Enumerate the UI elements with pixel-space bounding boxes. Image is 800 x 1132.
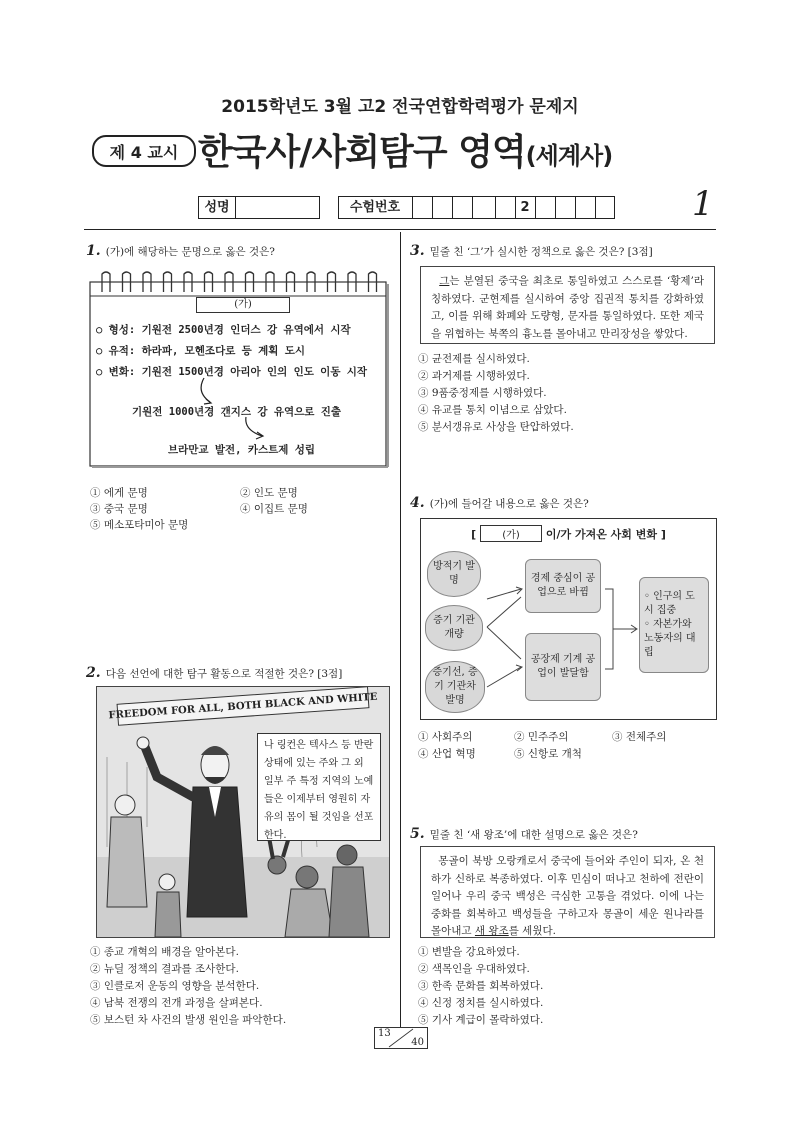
period-label: 제 4 교시: [109, 142, 179, 162]
q4-stem: [410, 492, 589, 511]
q4-right-item-2: ◦ 자본가와 노동자의 대립: [644, 619, 696, 658]
q1-option-3[interactable]: ③ 중국 문명: [90, 503, 148, 515]
q2-option-4[interactable]: ④ 남북 전쟁의 전개 과정을 살펴본다.: [90, 997, 263, 1009]
q3-option-1[interactable]: ① 균전제를 실시하였다.: [418, 353, 530, 365]
q4-option-4[interactable]: ④ 산업 혁명: [418, 748, 476, 760]
period-badge: [92, 135, 196, 167]
q2-banner-text: FREEDOM FOR ALL, BOTH BLACK AND WHITE: [108, 691, 378, 721]
name-field[interactable]: [236, 197, 319, 218]
q2-option-1[interactable]: ① 종교 개혁의 배경을 알아본다.: [90, 946, 239, 958]
q4-mid-item-2: 공장제 기계 공업이 발달함: [525, 633, 601, 701]
q2-speech-box: [257, 733, 381, 841]
q1-note-title: (가): [196, 297, 290, 313]
q4-diagram: [420, 518, 717, 720]
q1-note-line-3: ○ 변화: 기원전 1500년경 아리아 인의 인도 이동 시작: [96, 366, 368, 378]
q4-diagram-title: [ (가) 이/가 가져온 사회 변화 ]: [421, 525, 716, 542]
q5-option-1[interactable]: ① 변발을 강요하였다.: [418, 946, 520, 958]
q2-stem: [86, 662, 342, 681]
page-counter: [374, 1027, 428, 1049]
q5-text: 밑줄 친 ‘새 왕조’에 대한 설명으로 옳은 것은?: [429, 829, 638, 841]
q2-number: 2.: [86, 665, 101, 681]
exam-number-box: [338, 196, 615, 219]
q4-text: (가)에 들어갈 내용으로 옳은 것은?: [429, 498, 589, 510]
q5-passage-post: 를 세웠다.: [508, 925, 556, 937]
q1-notepad: [86, 270, 392, 470]
q5-passage: [420, 846, 715, 938]
q3-passage-underlined: 그: [439, 275, 450, 287]
q1-note-line-1: ○ 형성: 기원전 2500년경 인더스 강 유역에서 시작: [96, 324, 351, 336]
q4-option-3[interactable]: ③ 전체주의: [612, 731, 667, 743]
q5-option-3[interactable]: ③ 한족 문화를 회복하였다.: [418, 980, 544, 992]
subject-sub: (세계사): [525, 142, 613, 170]
q3-option-2[interactable]: ② 과거제를 시행하였다.: [418, 370, 530, 382]
q1-number: 1.: [86, 243, 101, 259]
q1-text: (가)에 해당하는 문명으로 옳은 것은?: [105, 246, 275, 258]
q5-number: 5.: [410, 826, 425, 842]
q5-passage-pre: 몽골이 북방 오랑캐로서 중국에 들어와 주인이 되자, 온 천하가 신하로 복종하였다. 이후 민심이 떠나고 천하에 전란이 일어나 우리 중국 백성은 극심한 고통을 겪었다. 이에 나는 중화를 회복하고 백성들을 구하고자 몽골이 세운 원나라를 몰아내고: [431, 855, 704, 937]
q1-note-line-2: ○ 유적: 하라파, 모헨조다로 등 계획 도시: [96, 345, 306, 357]
q1-stem: [86, 240, 275, 259]
q4-number: 4.: [410, 495, 425, 511]
q2-option-5[interactable]: ⑤ 보스턴 차 사건의 발생 원인을 파악한다.: [90, 1014, 287, 1026]
q1-note-line-4: 기원전 1000년경 갠지스 강 유역으로 진출: [132, 406, 342, 418]
exam-number-digit: 2: [520, 200, 530, 215]
q1-option-1[interactable]: ① 에게 문명: [90, 487, 148, 499]
q3-passage: [420, 266, 715, 344]
q1-option-5[interactable]: ⑤ 메소포타미아 문명: [90, 519, 189, 531]
q3-option-3[interactable]: ③ 9품중정제를 시행하였다.: [418, 387, 547, 399]
q3-text: 밑줄 친 ‘그’가 실시한 정책으로 옳은 것은? [3점]: [429, 246, 653, 258]
q4-diagram-title-rest: 이/가 가져온 사회 변화: [545, 528, 657, 541]
q4-diagram-blank: (가): [480, 525, 542, 542]
q4-option-2[interactable]: ② 민주주의: [514, 731, 569, 743]
q2-text: 다음 선언에 대한 탐구 활동으로 적절한 것은? [3점]: [105, 668, 343, 680]
q3-passage-rest: 는 분열된 중국을 최초로 통일하였고 스스로를 ‘황제’라 칭하였다. 군현제를 실시하여 중앙 집권적 통치를 강화하였고, 이를 위해 화폐와 도량형, 문자를 통일하였다. 또한 제국을 위협하는 북쪽의 흉노를 몰아내고 만리장성을 쌓았다.: [431, 275, 704, 340]
q2-speech-text: 나 링컨은 텍사스 등 반란 상태에 있는 주와 그 외 일부 주 특정 지역의 노예들은 이제부터 영원히 자유의 몸이 될 것임을 선포한다.: [264, 740, 374, 841]
q4-mid-item-1: 경제 중심이 공업으로 바뀜: [525, 559, 601, 613]
name-label: 성명: [199, 197, 236, 218]
q5-stem: [410, 823, 638, 842]
header-rule: [84, 229, 716, 230]
page-total: 40: [411, 1037, 424, 1048]
q3-number: 3.: [410, 243, 425, 259]
page-current: 13: [378, 1028, 391, 1039]
subject-title: [198, 124, 612, 175]
exam-number-label: 수험번호: [349, 200, 401, 215]
q4-left-item-3: 증기선, 증기 기관차 발명: [425, 661, 485, 713]
q3-stem: [410, 240, 653, 259]
q5-passage-underlined: 새 왕조: [474, 925, 509, 937]
q5-option-2[interactable]: ② 색목인을 우대하였다.: [418, 963, 530, 975]
q2-option-3[interactable]: ③ 인클로저 운동의 영향을 분석한다.: [90, 980, 260, 992]
page-number: 1: [692, 184, 714, 224]
q4-right-item-1: ◦ 인구의 도시 집중: [644, 591, 695, 616]
q4-left-item-1: 방적기 발명: [427, 551, 481, 597]
name-box: [198, 196, 320, 219]
q5-option-5[interactable]: ⑤ 기사 계급이 몰락하였다.: [418, 1014, 544, 1026]
q2-option-2[interactable]: ② 뉴딜 정책의 결과를 조사한다.: [90, 963, 239, 975]
q4-option-5[interactable]: ⑤ 신항로 개척: [514, 748, 582, 760]
q4-right-box: [639, 577, 709, 673]
q4-left-item-2: 증기 기관 개량: [425, 605, 483, 651]
q2-illustration: [96, 686, 390, 938]
q3-option-4[interactable]: ④ 유교를 통치 이념으로 삼았다.: [418, 404, 567, 416]
q1-note-line-5: 브라만교 발전, 카스트제 성립: [168, 444, 316, 456]
column-divider: [400, 232, 401, 1028]
q3-option-5[interactable]: ⑤ 분서갱유로 사상을 탄압하였다.: [418, 421, 574, 433]
q5-option-4[interactable]: ④ 신정 정치를 실시하였다.: [418, 997, 544, 1009]
subject-main: 한국사/사회탐구 영역: [198, 132, 526, 173]
q1-option-2[interactable]: ② 인도 문명: [240, 487, 298, 499]
q1-option-4[interactable]: ④ 이집트 문명: [240, 503, 308, 515]
q4-option-1[interactable]: ① 사회주의: [418, 731, 473, 743]
exam-title: 2015학년도 3월 고2 전국연합학력평가 문제지: [221, 97, 579, 117]
